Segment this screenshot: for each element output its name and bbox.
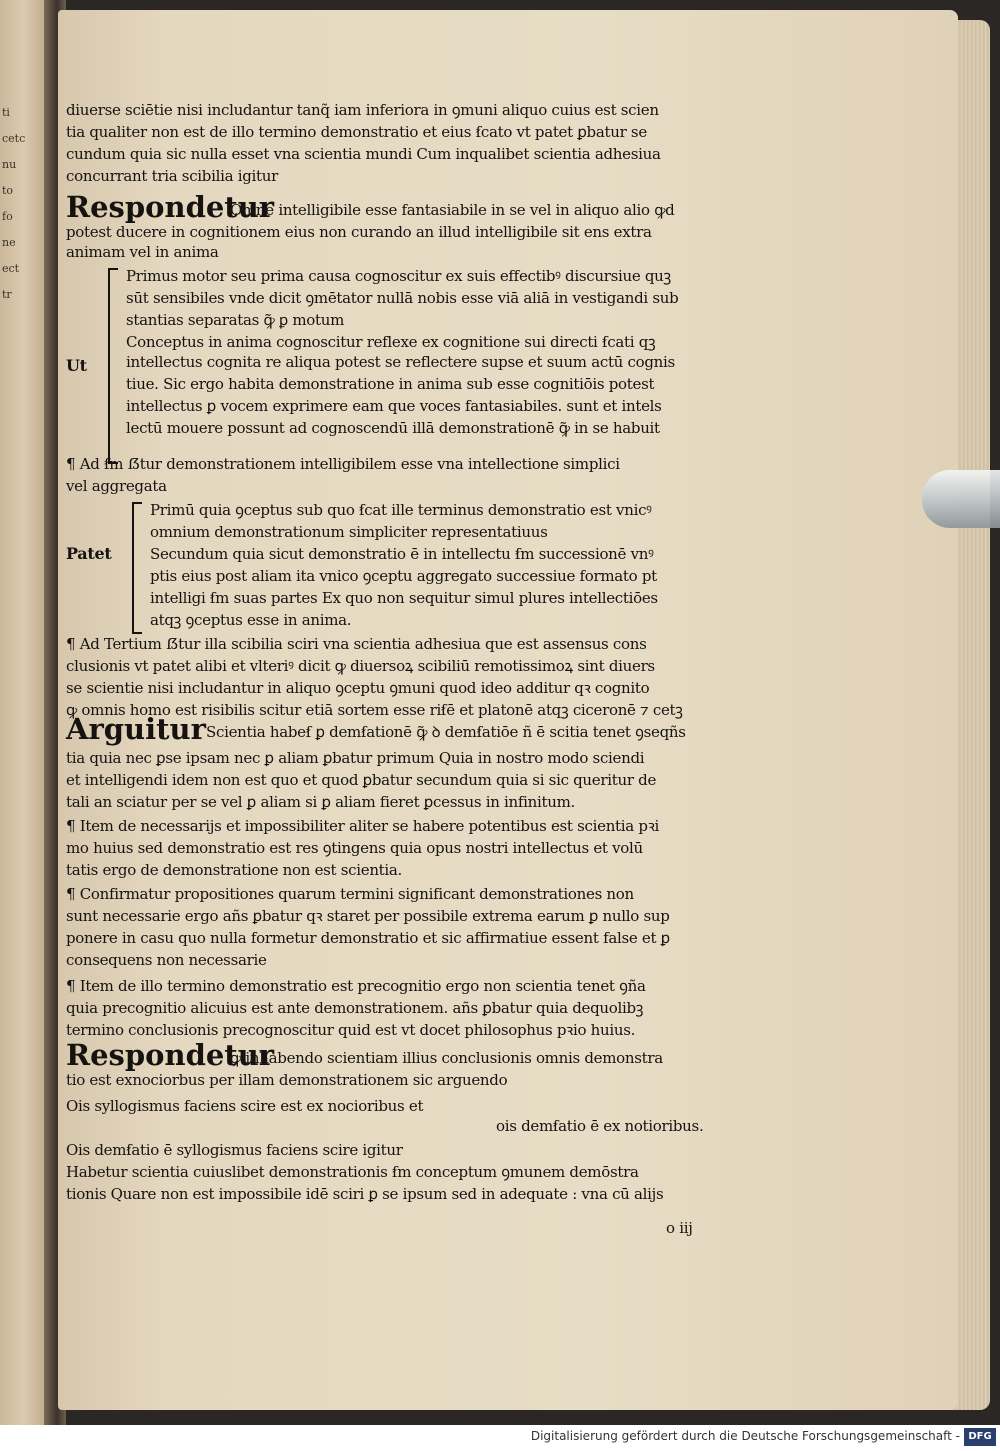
text-line: Habetur scientia cuiuslibet demonstrationis ẜm conceptum ꝯmunem demōstra bbox=[66, 1163, 639, 1181]
text-line: lectū mouere possunt ad cognoscendū illā demonstrationē ꝙ̃ in se habuit bbox=[126, 419, 660, 437]
facing-page-fragment: ect bbox=[2, 262, 20, 275]
text-line: termino conclusionis precognoscitur quid est vt docet philosophus pꝛio huius. bbox=[66, 1021, 636, 1039]
text-line: intelligi ẜm suas partes Ex quo non sequitur simul plures intellectiōes bbox=[150, 589, 658, 607]
facing-page-fragment: fo bbox=[2, 210, 13, 223]
text-line: animam vel in anima bbox=[66, 243, 219, 261]
text-line: Omne intelligibile esse fantasiabile in se vel in aliquo alio ꝙd bbox=[230, 201, 675, 219]
text-line: Primus motor seu prima causa cognoscitur ex suis effectibꝰ discursiue quꝫ bbox=[126, 267, 671, 285]
text-line: Conceptus in anima cognoscitur reflexe ex cognitione sui directi ẜcati qꝫ bbox=[126, 333, 656, 351]
initial-word: Arguitur bbox=[66, 712, 206, 746]
signature-mark: o iij bbox=[666, 1219, 693, 1237]
glass-weight bbox=[922, 470, 1000, 528]
text-line: ¶ Ad Tertium ẞtur illa scibilia sciri vna scientia adhesiua que est assensus cons bbox=[66, 635, 647, 653]
text-line: ꝙ omnis homo est risibilis scitur etiā sortem esse riẜē et platonē atqꝫ ciceronē ⁊ cetꝫ bbox=[66, 701, 683, 719]
bracket bbox=[132, 502, 142, 634]
text-line: ponere in casu quo nulla formetur demonstratio et sic affirmatiue essent false et ꝑ bbox=[66, 929, 670, 947]
initial-word: Respondetur bbox=[66, 1038, 275, 1072]
text-line: sūt sensibiles vnde dicit ꝯmētator nullā nobis esse viā aliā in vestigandi sub bbox=[126, 289, 679, 307]
text-line: tiue. Sic ergo habita demonstratione in anima sub esse cognitiōis potest bbox=[126, 375, 655, 393]
text-line: ꝙ inhabendo scientiam illius conclusionis omnis demonstra bbox=[230, 1049, 663, 1067]
facing-page-fragment: to bbox=[2, 184, 14, 197]
text-line: consequens non necessarie bbox=[66, 951, 267, 969]
text-line: Primū quia ꝯceptus sub quo ẜcat ille terminus demonstratio est vnicꝰ bbox=[150, 501, 652, 519]
text-line: et intelligendi idem non est quo et quod ꝑbatur secundum quia si sic queritur de bbox=[66, 771, 657, 789]
text-line: Ois syllogismus faciens scire est ex nocioribus et bbox=[66, 1097, 424, 1115]
text-line: intellectus cognita re aliqua potest se reflectere supse et suum actū cognis bbox=[126, 353, 675, 371]
text-line: Ois demẜatio ē syllogismus faciens scire igitur bbox=[66, 1141, 403, 1159]
text-line: se scientie nisi includantur in aliquo ꝯceptu ꝯmuni quod ideo additur qꝛ cognito bbox=[66, 679, 650, 697]
text-line: tia qualiter non est de illo termino demonstratio et eius ẜcato vt patet ꝑbatur se bbox=[66, 123, 647, 141]
text-line: vel aggregata bbox=[66, 477, 167, 495]
text-line: tionis Quare non est impossibile idē sciri ꝑ se ipsum sed in adequate : vna cū alijs bbox=[66, 1185, 664, 1203]
bracket bbox=[108, 268, 118, 464]
text-line: omnium demonstrationum simpliciter representatiuus bbox=[150, 523, 548, 541]
text-line: intellectus ꝑ vocem exprimere eam que voces fantasiabiles. sunt et intels bbox=[126, 397, 662, 415]
text-line: ois demẜatio ē ex notioribus. bbox=[496, 1117, 704, 1135]
facing-page-fragment: ne bbox=[2, 236, 16, 249]
text-line: stantias separatas ꝙ̃ ꝑ motum bbox=[126, 311, 345, 329]
text-line: sunt necessarie ergo añs ꝑbatur qꝛ staret per possibile extrema earum ꝑ nullo sup bbox=[66, 907, 670, 925]
text-line: quia precognitio alicuius est ante demonstrationem. añs ꝑbatur quia dequolibꝫ bbox=[66, 999, 644, 1017]
dfg-logo: DFG bbox=[964, 1428, 996, 1446]
margin-label: Patet bbox=[66, 544, 112, 563]
footer-credit: Digitalisierung gefördert durch die Deutsche Forschungsgemeinschaft - bbox=[530, 1429, 960, 1443]
footer-bar bbox=[0, 1425, 1000, 1451]
text-line: ¶ Confirmatur propositiones quarum termini significant demonstrationes non bbox=[66, 885, 634, 903]
page-text bbox=[66, 100, 806, 1260]
text-line: ptis eius post aliam ita vnico ꝯceptu aggregato successiue formato pt bbox=[150, 567, 657, 585]
text-line: ¶ Item de necessarijs et impossibiliter aliter se habere potentibus est scientia pꝛi bbox=[66, 817, 659, 835]
text-line: tia quia nec ꝑse ipsam nec ꝑ aliam ꝑbatur primum Quia in nostro modo sciendi bbox=[66, 749, 645, 767]
text-line: cundum quia sic nulla esset vna scientia mundi Cum inqualibet scientia adhesiua bbox=[66, 145, 661, 163]
facing-page-fragment: tr bbox=[2, 288, 12, 301]
text-line: mo huius sed demonstratio est res ꝯtingens quia opus nostri intellectus et volū bbox=[66, 839, 643, 857]
text-line: Secundum quia sicut demonstratio ē in intellectu ẜm successionē vnꝰ bbox=[150, 545, 654, 563]
text-line: ¶ Item de illo termino demonstratio est precognitio ergo non scientia tenet ꝯña bbox=[66, 977, 646, 995]
text-line: tatis ergo de demonstratione non est scientia. bbox=[66, 861, 403, 879]
text-line: Scientia habeẜ ꝑ demẜationē ꝙ̃ ꝺ demẜatiōe ñ ē scitia tenet ꝯseqñs bbox=[206, 723, 686, 741]
text-line: tio est exnociorbus per illam demonstrationem sic arguendo bbox=[66, 1071, 508, 1089]
text-line: clusionis vt patet alibi et vlteriꝰ dicit ꝙ diuersoꝝ scibiliū remotissimoꝝ sint diuers bbox=[66, 657, 655, 675]
text-line: atqꝫ ꝯceptus esse in anima. bbox=[150, 611, 352, 629]
text-line: diuerse sciētie nisi includantur tanq̃ iam inferiora in ꝯmuni aliquo cuius est scien bbox=[66, 101, 659, 119]
facing-page-fragment: ti bbox=[2, 106, 10, 119]
margin-label: Ut bbox=[66, 356, 87, 375]
facing-page-fragments bbox=[2, 100, 26, 1100]
facing-page-fragment: nu bbox=[2, 158, 17, 171]
text-line: tali an sciatur per se vel ꝑ aliam si ꝑ aliam fieret ꝑcessus in infinitum. bbox=[66, 793, 575, 811]
initial-word: Respondetur bbox=[66, 190, 275, 224]
facing-page-fragment: cetc bbox=[2, 132, 26, 145]
text-line: potest ducere in cognitionem eius non curando an illud intelligibile sit ens extra bbox=[66, 223, 652, 241]
text-line: ¶ Ad ẜm ẞtur demonstrationem intelligibilem esse vna intellectione simplici bbox=[66, 455, 620, 473]
text-line: concurrant tria scibilia igitur bbox=[66, 167, 278, 185]
